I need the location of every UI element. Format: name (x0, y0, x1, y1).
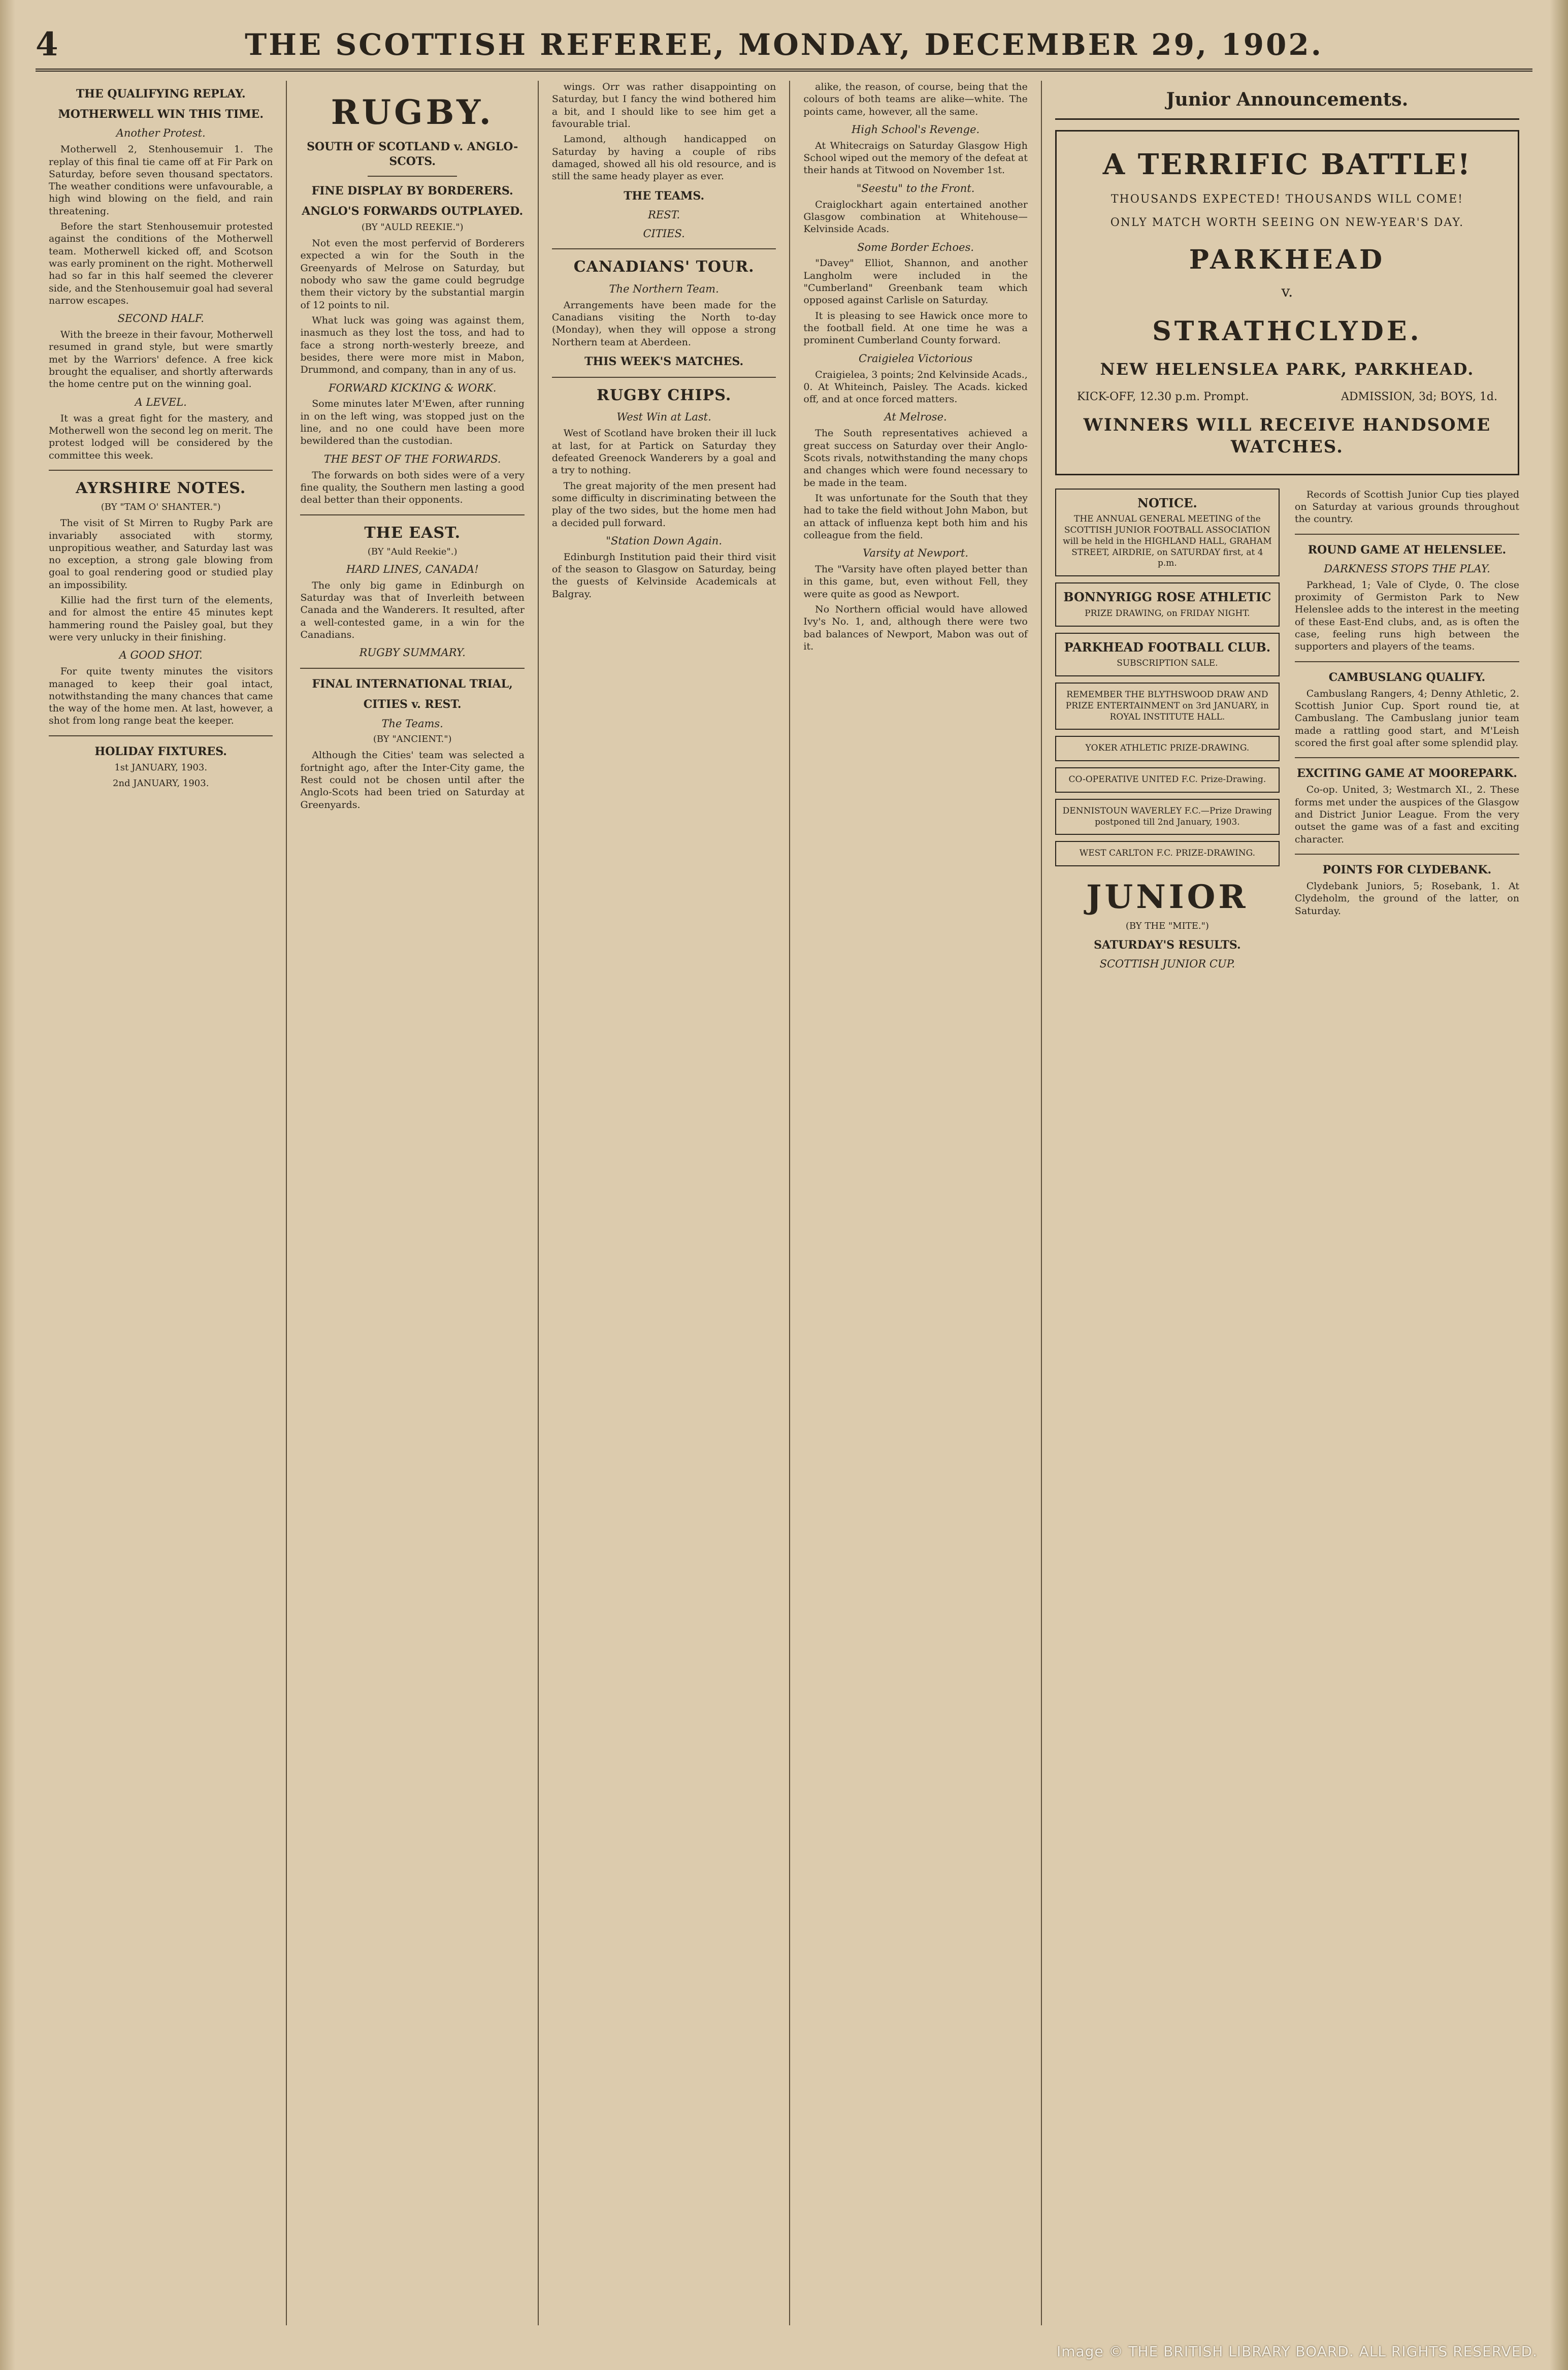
paragraph: It was a great fight for the mastery, and Motherwell won the second leg on merit. The protest lodged will be considered by the committee this week. (49, 412, 273, 461)
notice-text: YOKER ATHLETIC PRIZE-DRAWING. (1085, 743, 1250, 754)
article-heading: HOLIDAY FIXTURES. (94, 744, 227, 758)
section-subheading: A LEVEL. (135, 396, 187, 408)
paragraph: The South representatives achieved a great success on Saturday over their Anglo-Scots rivals, notwithstanding the many chops and changes which were found necessary to be made in the team. (803, 428, 1028, 489)
ad-team-away: STRATHCLYDE. (1152, 316, 1422, 347)
paragraph: Co-op. United, 3; Westmarch XI., 2. These forms met under the auspices of the Glasgow and District Junior League. From the very outset the game was of a fast and exciting character. (1294, 784, 1519, 845)
paragraph: alike, the reason, of course, being that the colours of both teams are alike—white. The points came, however, all the same. (803, 81, 1028, 117)
page-edge-shadow (1550, 0, 1568, 2370)
notice-text: REMEMBER THE BLYTHSWOOD DRAW AND PRIZE ENTERTAINMENT on 3rd JANUARY, in ROYAL INSTITUTE HALL. (1065, 690, 1269, 722)
ad-subline: THOUSANDS EXPECTED! THOUSANDS WILL COME! (1110, 192, 1463, 206)
notice-box (1055, 736, 1280, 761)
paragraph: At Whitecraigs on Saturday Glasgow High School wiped out the memory of the defeat at their hands at Titwood on November 1st. (803, 140, 1028, 176)
notice-text: PRIZE DRAWING, on FRIDAY NIGHT. (1085, 608, 1250, 619)
column-1 (36, 81, 287, 2325)
paragraph: Arrangements have been made for the Canadians visiting the North to-day (Monday), when they will oppose a strong Northern team at Aberdeen. (551, 299, 776, 348)
article-heading: MOTHERWELL WIN THIS TIME. (58, 108, 264, 121)
junior-announcements-header: Junior Announcements. (1055, 81, 1519, 120)
section-subheading: THE BEST OF THE FORWARDS. (323, 452, 501, 465)
article-subheading: Some Border Echoes. (857, 241, 974, 253)
article-subheading: The Northern Team. (609, 282, 719, 295)
article-subheading: DARKNESS STOPS THE PLAY. (1324, 562, 1490, 575)
article-subheading: West Win at Last. (616, 411, 711, 424)
paragraph: wings. Orr was rather disappointing on Saturday, but I fancy the wind bothered him a bit, and I should like to see him get a favourable trial. (551, 81, 776, 129)
divider (1295, 854, 1519, 855)
section-subheading: HARD LINES, CANADA! (346, 563, 479, 575)
article-subheading: At Melrose. (884, 411, 947, 424)
notice-box (1055, 767, 1280, 793)
notice-title: NOTICE. (1137, 495, 1197, 510)
paragraph: For quite twenty minutes the visitors managed to keep their goal intact, notwithstanding the many chances that came the way of the home men. At last, however, a shot from long range beat the keeper. (49, 666, 273, 727)
paragraph: With the breeze in their favour, Motherwell resumed in grand style, but were smartly met by the Warriors' defence. A free kick brought the equaliser, and shortly afterwards the home centre put on the winning goal. (49, 329, 273, 390)
byline: (BY "TAM O' SHANTER.") (101, 502, 221, 513)
section-subheading: A GOOD SHOT. (119, 649, 203, 662)
article-heading: POINTS FOR CLYDEBANK. (1322, 863, 1492, 876)
image-credit: Image © THE BRITISH LIBRARY BOARD. ALL RIGHTS RESERVED. (1056, 2343, 1538, 2360)
paragraph: The only big game in Edinburgh on Saturday was that of Inverleith between Canada and the Wanderers. It resulted, after a well-contested game, in a win for the Canadians. (300, 579, 525, 641)
section-subheading: SATURDAY'S RESULTS. (1094, 938, 1241, 952)
article-heading: RUGBY CHIPS. (597, 386, 732, 405)
article-subheading: Craigielea Victorious (858, 352, 973, 365)
paragraph: Not even the most perfervid of Borderers expected a win for the South in the Greenyards of Melrose on Saturday, but nobody who saw the game could begrudge them their victory by the substantial margin of 12 points to nil. (300, 238, 525, 311)
ad-team-home: PARKHEAD (1189, 244, 1386, 276)
fixture-date: 1st JANUARY, 1903. (114, 762, 208, 773)
junior-section-title: JUNIOR (1086, 878, 1249, 917)
paragraph: West of Scotland have broken their ill luck at last, for at Partick on Saturday they defeated Greenock Wanderers by a goal and a try to nothing. (551, 428, 776, 476)
article-heading: THE QUALIFYING REPLAY. (76, 87, 246, 101)
notice-box (1055, 633, 1280, 676)
section-subheading: The Teams. (381, 717, 443, 730)
article-heading: ANGLO'S FORWARDS OUTPLAYED. (302, 204, 524, 218)
column-junior (1042, 81, 1532, 2325)
team-label: REST. (648, 208, 680, 221)
paragraph: Some minutes later M'Ewen, after running in on the left wing, was stopped just on the line, and no one could have been more bewildered than the custodian. (300, 398, 525, 447)
notice-box (1055, 799, 1280, 835)
divider (49, 470, 273, 471)
divider (49, 735, 273, 736)
article-subheading: Another Protest. (116, 127, 206, 140)
article-subheading: "Station Down Again. (606, 534, 722, 547)
section-subheading: SECOND HALF. (117, 312, 204, 325)
paragraph: Parkhead, 1; Vale of Clyde, 0. The close proximity of Germiston Park to New Helenslee adds to the interest in the meeting of these East-End clubs, and, as is often the case, feeling runs high between the supporters and players of the teams. (1294, 579, 1519, 653)
paragraph: Records of Scottish Junior Cup ties played on Saturday at various grounds throughout the country. (1294, 489, 1519, 525)
paragraph: Killie had the first turn of the elements, and for almost the entire 45 minutes kept hammering round the Paisley goal, but they were very unlucky in their finishing. (49, 595, 273, 643)
columns (36, 81, 1532, 2325)
article-heading: CAMBUSLANG QUALIFY. (1328, 670, 1486, 684)
paragraph: The forwards on both sides were of a very fine quality, the Southern men lasting a good deal better than their opponents. (300, 469, 525, 506)
notice-title: BONNYRIGG ROSE ATHLETIC (1063, 590, 1271, 605)
paragraph: Craigielea, 3 points; 2nd Kelvinside Acads., 0. At Whiteinch, Paisley. The Acads. kicked off, and at once forced matters. (803, 369, 1028, 405)
junior-left-subcolumn (1055, 489, 1280, 974)
page-gutter-shadow (0, 0, 15, 2370)
byline: (BY "AULD REEKIE.") (361, 222, 464, 233)
notice-text: CO-OPERATIVE UNITED F.C. Prize-Drawing. (1068, 774, 1266, 785)
paragraph: Clydebank Juniors, 5; Rosebank, 1. At Clydeholm, the ground of the latter, on Saturday. (1294, 881, 1519, 917)
paragraph: Lamond, although handicapped on Saturday by having a couple of ribs damaged, showed all his old resource, and is still the same heady player as ever. (551, 134, 776, 182)
byline: (BY "Auld Reekie".) (367, 546, 458, 557)
ad-admission: ADMISSION, 3d; BOYS, 1d. (1341, 390, 1497, 403)
divider (552, 377, 776, 378)
article-heading: ROUND GAME AT HELENSLEE. (1308, 543, 1507, 557)
article-heading: CANADIANS' TOUR. (573, 258, 755, 276)
fixture-date: 2nd JANUARY, 1903. (113, 777, 209, 789)
ad-prize: WINNERS WILL RECEIVE HANDSOME WATCHES. (1083, 414, 1491, 458)
notice-box (1055, 489, 1280, 576)
ad-kickoff: KICK-OFF, 12.30 p.m. Prompt. (1076, 390, 1249, 403)
article-subheading: High School's Revenge. (852, 123, 980, 136)
notice-box (1055, 582, 1280, 626)
ad-versus: v. (1281, 282, 1293, 301)
notice-box (1055, 683, 1280, 730)
paragraph: Craiglockhart again entertained another Glasgow combination at Whitehouse—Kelvinside Acads. (803, 199, 1028, 235)
article-heading: CITIES v. REST. (363, 698, 462, 711)
paragraph: Although the Cities' team was selected a fortnight ago, after the Inter-City game, the Rest could not be chosen until after the Anglo-Scots had been tried on Saturday at Greenyards. (300, 750, 525, 810)
paragraph: It is pleasing to see Hawick once more to the football field. At one time he was a prominent Cumberland County forward. (803, 310, 1028, 346)
paragraph: No Northern official would have allowed Ivy's No. 1, and, although there were two bad balances of Newport, Mabon was out of it. (803, 603, 1028, 652)
article-subheading: Varsity at Newport. (863, 547, 969, 560)
match-advertisement (1055, 130, 1519, 475)
paragraph: Before the start Stenhousemuir protested against the conditions of the Motherwell team. Motherwell kicked off, and Scotson was early prominent on the right. Motherwell had so far in this half seemed the cleverer side, and the Stenhousemuir goal had several narrow escapes. (49, 221, 273, 306)
divider (1295, 534, 1519, 535)
masthead (36, 20, 1532, 72)
notice-title: PARKHEAD FOOTBALL CLUB. (1064, 639, 1271, 655)
divider (300, 668, 524, 669)
article-heading: THE EAST. (364, 524, 461, 542)
divider (1295, 757, 1519, 758)
divider (552, 248, 776, 249)
article-heading: EXCITING GAME AT MOOREPARK. (1297, 767, 1517, 781)
paragraph: What luck was going was against them, inasmuch as they lost the toss, and had to face a strong north-westerly breeze, and besides, there were more mist in Mabon, Drummond, and company, than in any of us. (300, 315, 525, 376)
page-number: 4 (36, 25, 58, 63)
paragraph: The "Varsity have often played better than in this game, but, even without Fell, they were quite as good as Newport. (803, 564, 1028, 600)
notice-text: THE ANNUAL GENERAL MEETING of the SCOTTISH JUNIOR FOOTBALL ASSOCIATION will be held in the HIGHLAND HALL, GRAHAM STREET, AIRDRIE, on SATURDAY first, at 4 p.m. (1063, 514, 1272, 569)
byline: (BY "ANCIENT.") (373, 734, 452, 745)
paragraph: Edinburgh Institution paid their third visit of the season to Glasgow on Saturday, being the guests of Kelvinside Academicals at Balgray. (551, 551, 776, 600)
section-subheading: THIS WEEK'S MATCHES. (584, 354, 744, 368)
byline: (BY THE "MITE.") (1125, 921, 1209, 931)
notice-text: SUBSCRIPTION SALE. (1117, 658, 1218, 669)
ad-ground: NEW HELENSLEA PARK, PARKHEAD. (1100, 359, 1475, 379)
section-subheading: SCOTTISH JUNIOR CUP. (1099, 958, 1235, 970)
paragraph: Motherwell 2, Stenhousemuir 1. The replay of this final tie came off at Fir Park on Saturday, before seven thousand spectators. The weather conditions were unfavourable, a high wind blowing on the field, and rain threatening. (49, 144, 273, 217)
article-heading: AYRSHIRE NOTES. (76, 479, 246, 497)
junior-subcolumns (1055, 489, 1519, 974)
notice-text: DENNISTOUN WAVERLEY F.C.—Prize Drawing postponed till 2nd January, 1903. (1062, 805, 1272, 827)
column-3 (539, 81, 790, 2325)
section-subheading: RUGBY SUMMARY. (359, 646, 466, 659)
column-4 (790, 81, 1041, 2325)
section-subheading: FORWARD KICKING & WORK. (329, 381, 497, 394)
paragraph: It was unfortunate for the South that they had to take the field without John Mabon, but an attack of influenza kept both him and his colleague from the field. (803, 492, 1028, 541)
team-label: CITIES. (643, 227, 685, 240)
paragraph: The great majority of the men present had some difficulty in discriminating between the play of the two sides, but the home men had a decided pull forward. (551, 480, 776, 529)
ad-details (1077, 390, 1497, 404)
junior-right-subcolumn (1295, 489, 1519, 974)
notice-box (1055, 841, 1280, 866)
article-subheading: "Seestu" to the Front. (856, 182, 975, 194)
article-heading: SOUTH OF SCOTLAND v. ANGLO-SCOTS. (307, 140, 518, 168)
paragraph: "Davey" Elliot, Shannon, and another Langholm were included in the "Cumberland" Greenbank team which opposed against Carlisle on Saturday. (803, 257, 1028, 306)
divider (1295, 661, 1519, 662)
section-subheading: THE TEAMS. (624, 189, 705, 203)
paragraph: Cambuslang Rangers, 4; Denny Athletic, 2. Scottish Junior Cup. Sport round tie, at Cambuslang. The Cambuslang junior team made a rattling good start, and M'Leish scored the first goal after some splendid play. (1294, 688, 1519, 749)
article-heading: FINAL INTERNATIONAL TRIAL, (312, 677, 513, 691)
ad-subline: ONLY MATCH WORTH SEEING ON NEW-YEAR'S DAY. (1110, 216, 1464, 229)
divider (368, 176, 458, 177)
divider (300, 514, 524, 515)
newspaper-title: THE SCOTTISH REFEREE, MONDAY, DECEMBER 29, 1902. (245, 27, 1323, 62)
paragraph: The visit of St Mirren to Rugby Park are invariably associated with stormy, unpropitious weather, and Saturday last was no exception, a strong gale blowing from goal to goal rendering good or studied play an impossibility. (49, 517, 273, 591)
column-2 (287, 81, 538, 2325)
article-heading: FINE DISPLAY BY BORDERERS. (311, 184, 513, 198)
section-title: RUGBY. (331, 92, 494, 132)
ad-headline: A TERRIFIC BATTLE! (1102, 148, 1472, 182)
notice-text: WEST CARLTON F.C. PRIZE-DRAWING. (1079, 848, 1256, 859)
